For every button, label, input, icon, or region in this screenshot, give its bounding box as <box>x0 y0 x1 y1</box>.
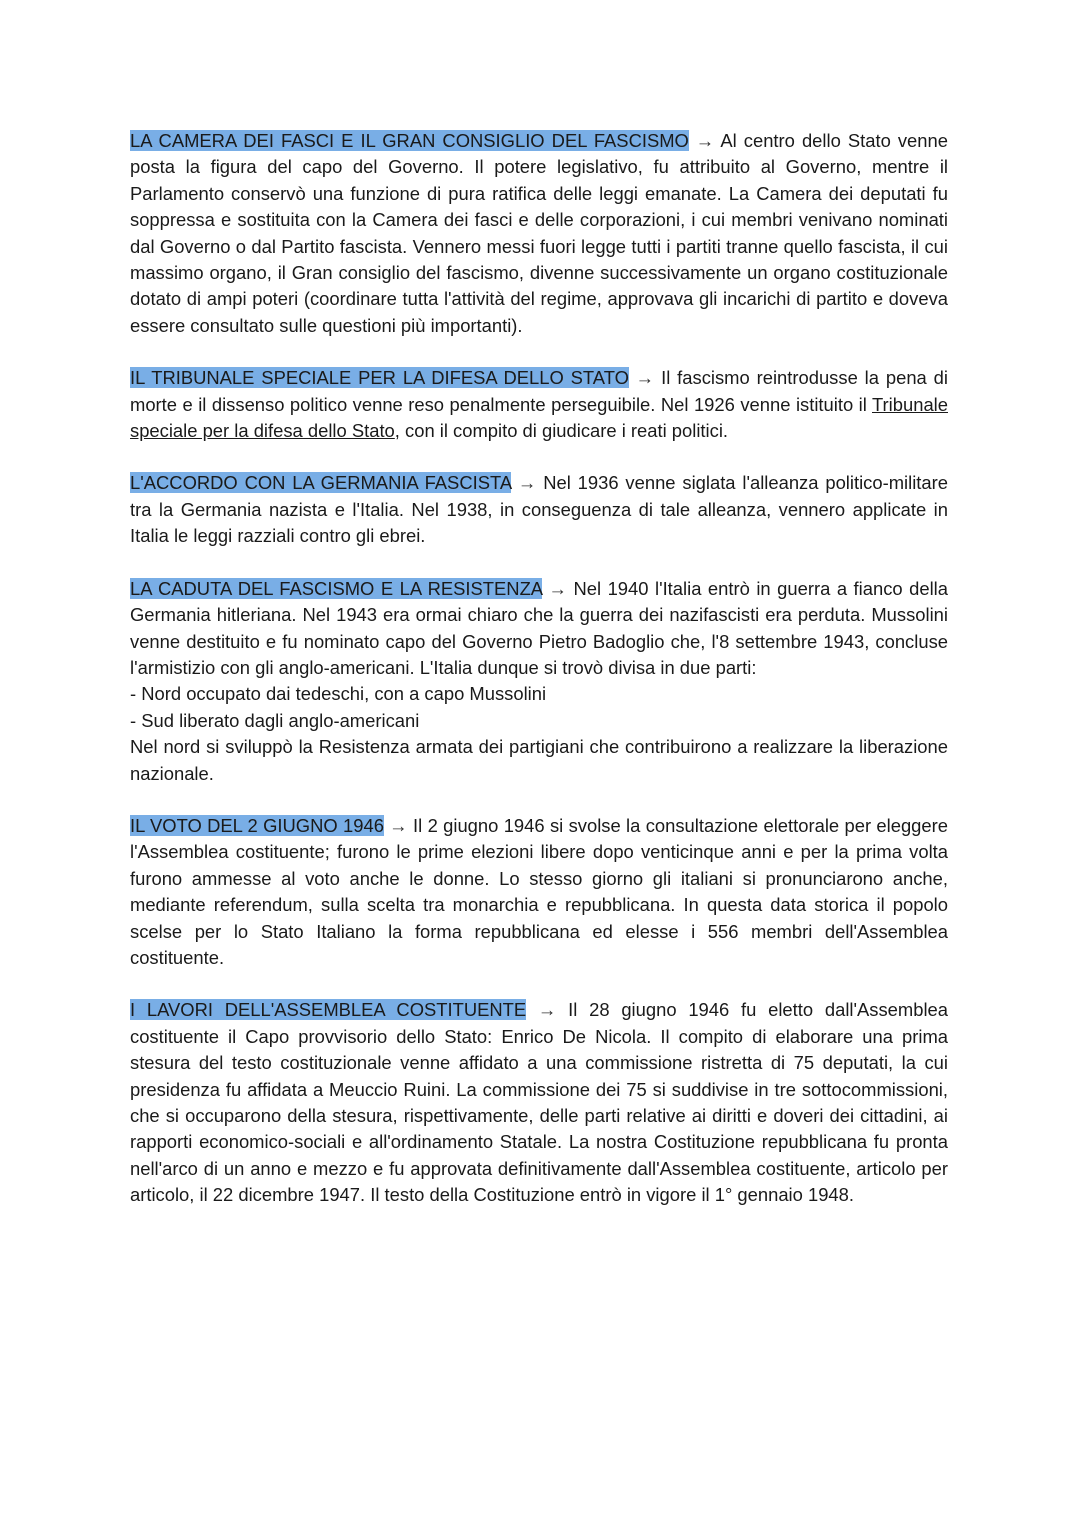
section-text: Nel 1940 l'Italia entrò in guerra a fianco della Germania hitleriana. Nel 1943 era ormai chiaro che la guerra dei nazifascisti era perduta. Mussolini venne destituito e fu nominato capo del Governo Pietro Badoglio che, l'8 settembre 1943, concluse l'armistizio con gli anglo-americani. L'Italia dunque si trovò divisa in due parti: <box>130 577 948 678</box>
section-accordo-germania <box>130 470 948 549</box>
section-text-after: , con il compito di giudicare i reati politici. <box>394 420 729 442</box>
arrow-icon: → <box>511 472 544 494</box>
section-paragraph <box>130 470 948 549</box>
arrow-icon: → <box>383 814 414 836</box>
arrow-icon: → <box>542 577 574 599</box>
section-heading: LA CADUTA DEL FASCISMO E LA RESISTENZA <box>130 577 543 599</box>
underlined-term: Tribunale speciale per la difesa dello Stato <box>130 393 948 442</box>
arrow-icon: → <box>526 999 569 1021</box>
section-heading: LA CAMERA DEI FASCI E IL GRAN CONSIGLIO DEL FASCISMO <box>130 130 689 151</box>
section-heading: I LAVORI DELL'ASSEMBLEA COSTITUENTE <box>130 999 527 1021</box>
section-text: Il fascismo reintrodusse la pena di morte e il dissenso politico venne reso penalmente perseguibile. Nel 1926 venne istituito il <box>130 367 948 415</box>
section-paragraph <box>130 997 948 1208</box>
arrow-icon: → <box>628 367 662 389</box>
section-text: Nel 1936 venne siglata l'alleanza politico-militare tra la Germania nazista e l'Italia. Nel 1938, in conseguenza di tale alleanza, vennero applicate in Italia le leggi razziali contro gli ebrei. <box>130 472 948 547</box>
section-text-after: Nel nord si sviluppò la Resistenza armata dei partigiani che contribuirono a realizzare la liberazione nazionale. <box>130 736 948 784</box>
section-voto-2-giugno <box>130 813 948 971</box>
section-caduta-fascismo <box>130 576 948 787</box>
list-item: - Nord occupato dai tedeschi, con a capo Mussolini <box>130 683 547 705</box>
section-paragraph <box>130 576 948 682</box>
document-page <box>130 128 948 1235</box>
section-assemblea-costituente <box>130 997 948 1208</box>
section-text: Il 28 giugno 1946 fu eletto dall'Assemblea costituente il Capo provvisorio dello Stato: Enrico De Nicola. Il compito di elaborare una prima stesura del testo costituzionale venne affidato a una commissione ristretta di 75 deputati, la cui presidenza fu affidata a Meuccio Ruini. La commissione dei 75 si suddivise in tre sottocommissioni, che si occuparono della stesura, rispettivamente, delle parti relative ai diritti e doveri dei cittadini, ai rapporti economico-sociali e all'ordinamento Statale. La nostra Costituzione repubblicana fu pronta nell'arco di un anno e mezzo e fu approvata definitivamente dall'Assemblea costituente, articolo per articolo, il 22 dicembre 1947. Il testo della Costituzione entrò in vigore il 1° gennaio 1948. <box>130 999 948 1206</box>
section-paragraph <box>130 128 948 339</box>
section-paragraph <box>130 365 948 444</box>
section-camera-dei-fasci <box>130 128 948 339</box>
list-item: - Sud liberato dagli anglo-americani <box>130 709 420 731</box>
section-text: Al centro dello Stato venne posta la figura del capo del Governo. Il potere legislativo, fu attribuito al Governo, mentre il Parlamento conservò una funzione di pura ratifica delle leggi emanate. La Camera dei deputati fu soppressa e sostituita con la Camera dei fasci e delle corporazioni, i cui membri venivano nominati dal Governo o dal Partito fascista. Vennero messi fuori legge tutti i partiti tranne quello fascista, il cui massimo organo, il Gran consiglio del fascismo, divenne successivamente un organo costituzionale dotato di ampi poteri (coordinare tutta l'attività del regime, approvava gli incarichi di partito e doveva essere consultato sulle questioni più importanti). <box>130 130 948 336</box>
section-heading: IL TRIBUNALE SPECIALE PER LA DIFESA DELLO STATO <box>130 367 629 389</box>
section-paragraph <box>130 813 948 971</box>
arrow-icon: → <box>688 130 721 151</box>
section-heading: L'ACCORDO CON LA GERMANIA FASCISTA <box>130 472 512 494</box>
section-tribunale-speciale <box>130 365 948 444</box>
section-text: Il 2 giugno 1946 si svolse la consultazione elettorale per eleggere l'Assemblea costituente; furono le prime elezioni libere dopo venticinque anni e per la prima volta furono ammesse al voto anche le donne. Lo stesso giorno gli italiani si pronunciarono anche, mediante referendum, sulla scelta tra monarchia e repubblicana. In questa data storica il popolo scelse per lo Stato Italiano la forma repubblicana ed elesse i 556 membri dell'Assemblea costituente. <box>130 814 948 968</box>
section-heading: IL VOTO DEL 2 GIUGNO 1946 <box>130 814 384 836</box>
